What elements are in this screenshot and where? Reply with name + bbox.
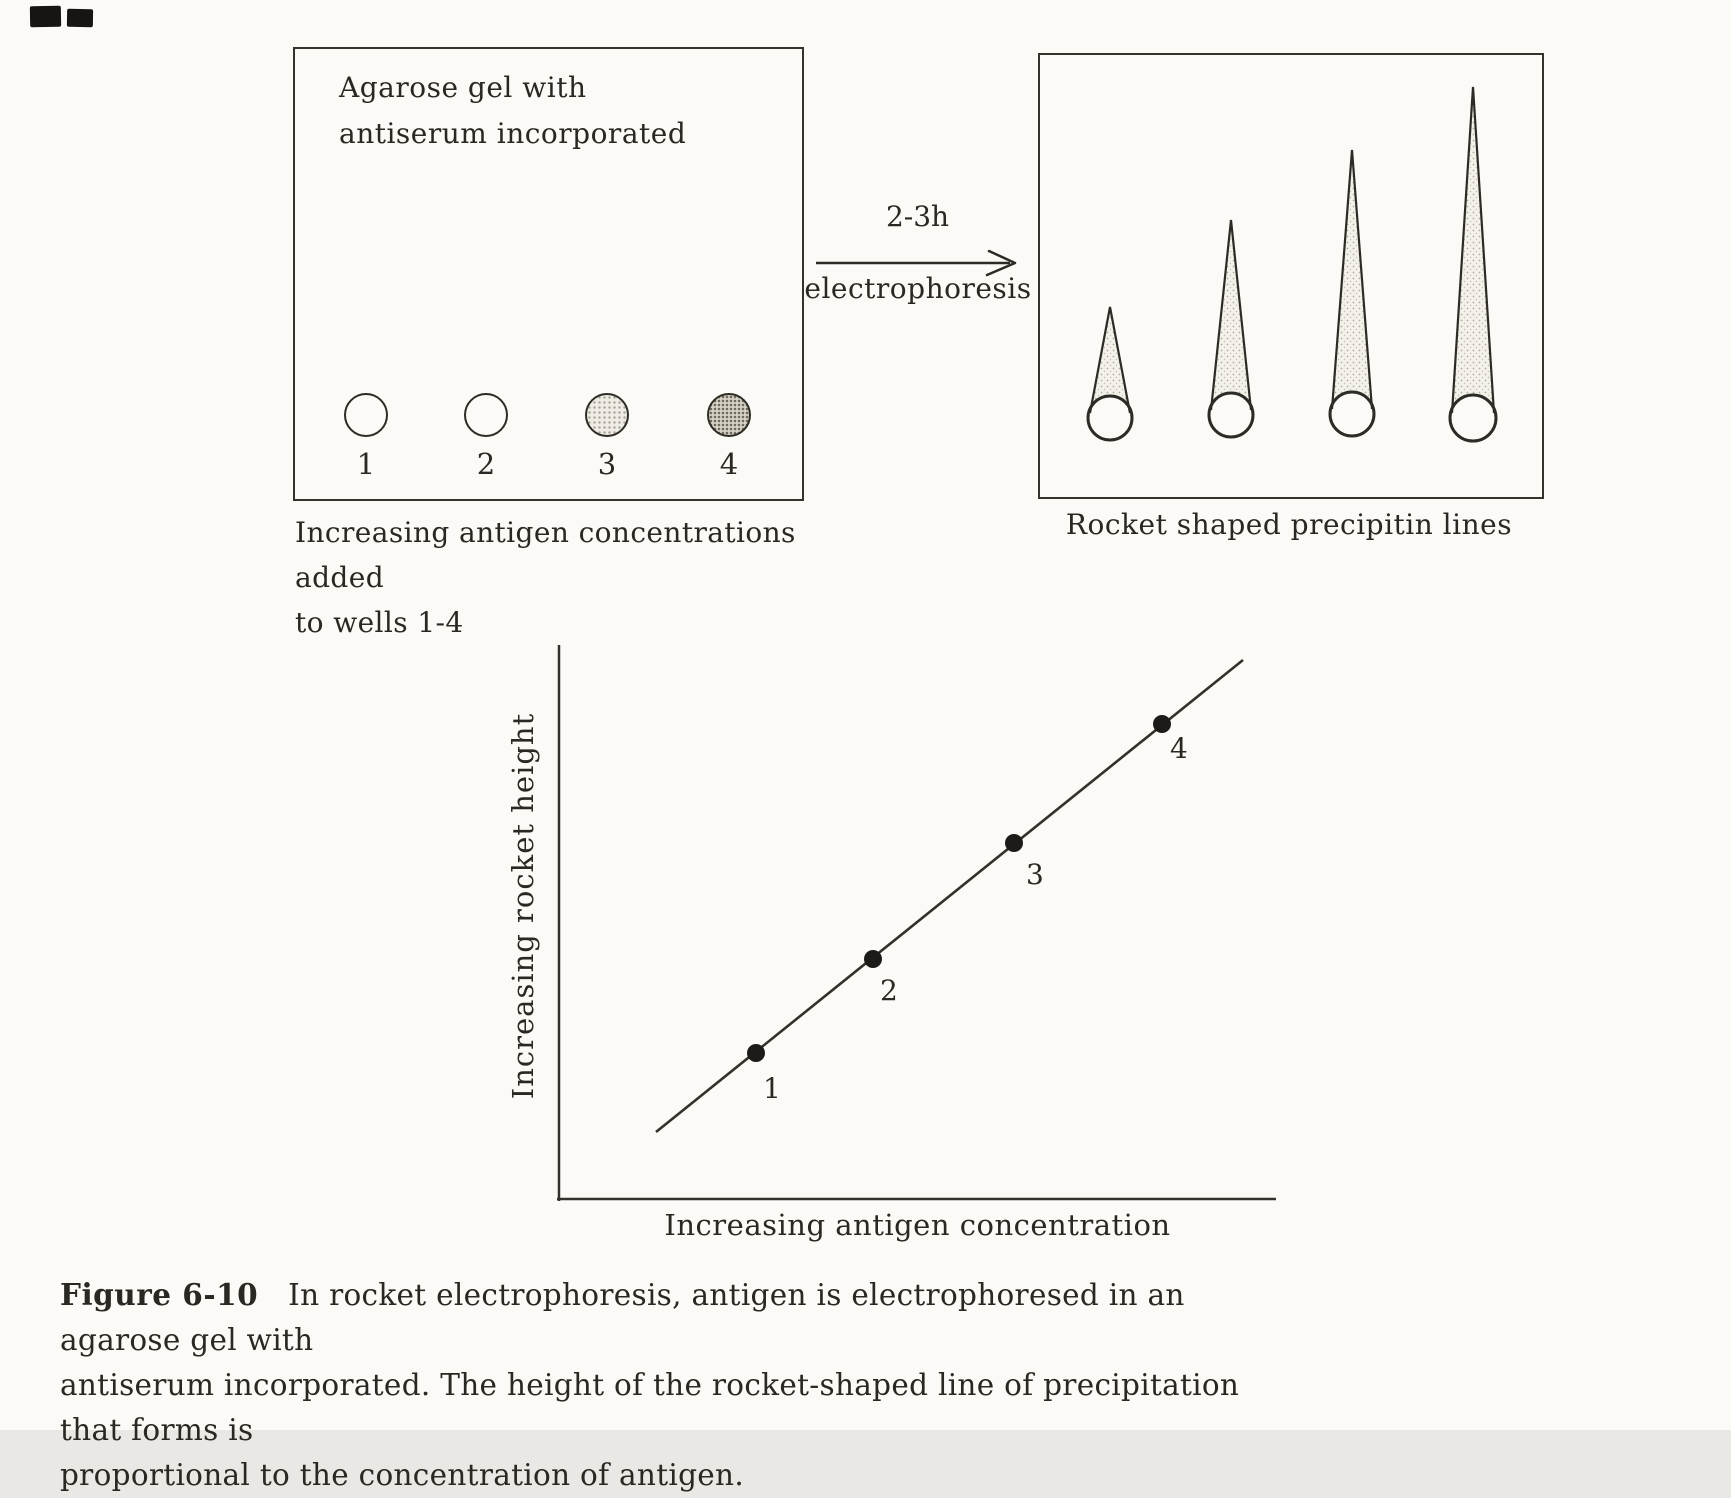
rocket-panel-caption: Rocket shaped precipitin lines <box>1065 508 1513 541</box>
gel-caption-line-2: to wells 1-4 <box>295 606 464 639</box>
graph-data-point-4 <box>1153 715 1171 733</box>
gel-well-3 <box>585 393 629 437</box>
gel-well-1 <box>344 393 388 437</box>
graph-x-axis-label: Increasing antigen concentration <box>664 1208 1171 1242</box>
graph-point-label-1: 1 <box>763 1072 781 1105</box>
gel-well-2 <box>464 393 508 437</box>
graph-y-axis-label: Increasing rocket height <box>506 712 540 1100</box>
well-number-label: 4 <box>719 447 739 481</box>
well-number-label: 2 <box>476 447 496 481</box>
figure-caption <box>60 1272 1240 1498</box>
arrow-duration-label: 2-3h <box>885 200 950 233</box>
graph-trend-line <box>656 660 1243 1132</box>
graph-point-label-4: 4 <box>1170 732 1188 765</box>
graph-data-point-2 <box>864 950 882 968</box>
rocket-well-3 <box>1330 392 1374 436</box>
rocket-cone-4 <box>1452 87 1494 413</box>
figure-caption-text-1: In rocket electrophoresis, antigen is electrophoresed in an agarose gel with <box>60 1278 1185 1357</box>
rocket-well-1 <box>1088 396 1132 440</box>
graph-point-label-2: 2 <box>880 974 898 1007</box>
gel-panel-label: Agarose gel with antiserum incorporated <box>339 71 687 150</box>
graph-data-point-1 <box>747 1044 765 1062</box>
rocket-height-vs-concentration-graph <box>480 620 1320 1250</box>
figure-caption-line-2: antiserum incorporated. The height of the rocket-shaped line of precipitation that forms is <box>60 1368 1240 1447</box>
well-number-label: 1 <box>356 447 376 481</box>
figure-caption-line-1 <box>60 1272 1240 1363</box>
graph-point-label-3: 3 <box>1026 858 1044 891</box>
rocket-well-4 <box>1450 395 1496 441</box>
well-number-label: 3 <box>597 447 617 481</box>
rocket-well-2 <box>1209 393 1253 437</box>
figure-number: Figure 6-10 <box>60 1277 259 1312</box>
rocket-cone-3 <box>1332 150 1372 409</box>
scan-artifact-mark <box>30 6 61 28</box>
arrow-process-label: electrophoresis <box>804 272 1032 305</box>
rocket-precipitin-drawing <box>1040 55 1537 492</box>
graph-data-point-3 <box>1005 834 1023 852</box>
figure-caption-line-3: proportional to the concentration of antigen. <box>60 1458 745 1492</box>
scan-artifact-mark <box>67 9 93 27</box>
agarose-gel-panel <box>293 47 804 501</box>
gel-caption-line-1: Increasing antigen concentrations added <box>295 516 796 594</box>
rocket-panel <box>1038 53 1544 499</box>
gel-well-4 <box>707 393 751 437</box>
rocket-cone-2 <box>1211 220 1251 410</box>
